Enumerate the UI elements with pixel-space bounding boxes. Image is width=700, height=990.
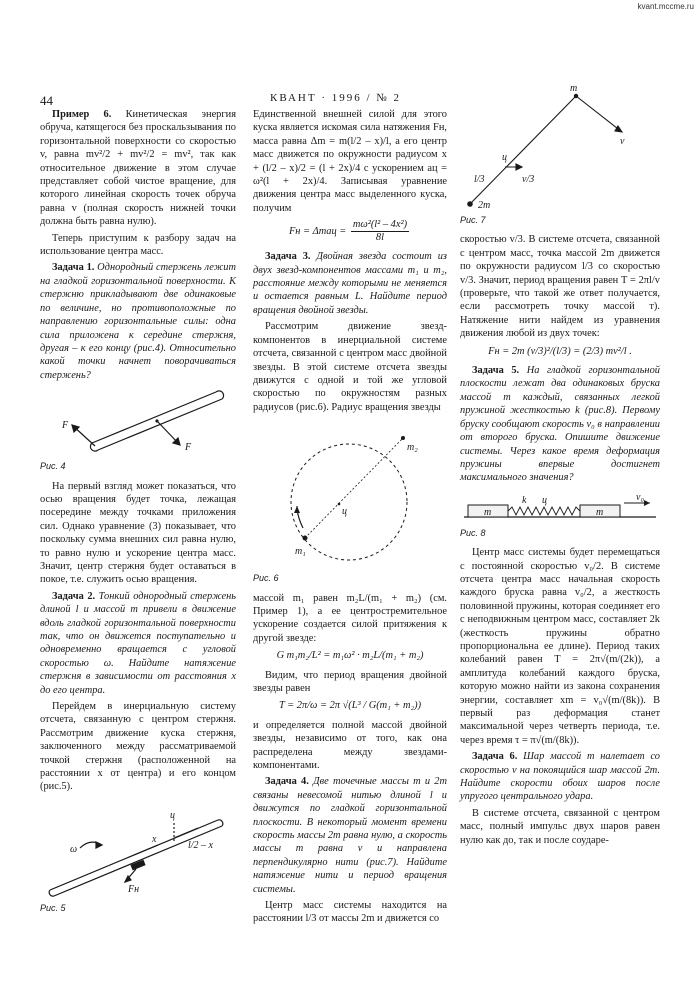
problem-1: Задача 1. Однородный стержень лежит на гладкой горизонтальной поверхности. К стержню прикладывают две одинаковые по величине, но противоположные по направлению горизонтальные силы: одна сила приложена к середине стержня, другая – к его концу (рис.4). Относительно какой точки начнет поворачиваться стержень? xyxy=(40,262,236,381)
fig4-label-f2: F xyxy=(185,442,192,454)
solution-6-start: В системе отсчета, связанной с центром масс, полный импульс двух шаров равен нулю как до, так и после соударе- xyxy=(460,807,660,846)
example-6: Пример 6. Кинетическая энергия обруча, катящегося без проскальзывания по горизонтальной поверхности со скоростью v, равна mv²/2 + mv²/2 = mv², так как относительное движение в этом случае представляет собой чистое вращение, для которого линейная скорость точек обруча равна v (полная скорость нижней точки должна быть равна нулю). xyxy=(40,109,236,228)
fig8-center: ц xyxy=(542,494,547,506)
solution-3-end: и определяется полной массой двойной звезды, независимо от того, как она распределена между звездами-компонентами. xyxy=(253,719,447,771)
fig7-m: m xyxy=(570,83,578,94)
fig7-v: v xyxy=(620,136,625,147)
figure-8 xyxy=(460,491,660,540)
column-2 xyxy=(253,108,447,929)
fig8-v0: v₀ xyxy=(636,491,644,503)
fig4-caption: Рис. 4 xyxy=(40,461,66,472)
fig8-caption: Рис. 8 xyxy=(460,527,486,538)
solution-2-start: Перейдем в инерциальную систему отсчета, связанную с центром стержня. Рассмотрим движение куска стержня, заключенного между рассматриваемой точкой стержня (расположенной на расстоянии х от центра) и его концом (рис.5). xyxy=(40,701,236,793)
problem-4: Задача 4. Две точечные массы т и 2т связаны невесомой нитью длиной l и движутся по гладкой горизонтальной плоскости. В некоторый момент времени скорость массы 2т равна нулю, а скорость массы т равна v и направлена перпендикулярно нити (рис.7). Найдите натяжение нити и период вращения системы. xyxy=(253,776,447,895)
fig4-label-f1: F xyxy=(62,420,69,432)
problem-2: Задача 2. Тонкий однородный стержень длиной l и массой т привели в движение вдоль гладкой горизонтальной поверхности так, что он движется поступательно и одновременно вращается с угловой скоростью ω. Найдите натяжение стержня в зависимости от расстояния х до его центра. xyxy=(40,590,236,696)
problem-5: Задача 5. На гладкой горизонтальной плоскости лежат два одинаковых бруска массой т каждый, связанных легкой пружиной жесткостью k (рис.8). Первому бруску сообщают скорость v₀ в направлении от второго бруска. Опишите движение системы. Через какое время деформация пружины впервые достигнет максимального значения? xyxy=(460,365,660,484)
fig5-center: ц xyxy=(170,809,175,821)
solution-1: На первый взгляд может показаться, что осью вращения будет точка, лежащая посередине между точками приложения сил. Однако уравнение (3) показывает, что поскольку сумма внешних сил равна нулю, то равно нулю и ускорение центра масс. Значит, центр стержня будет оставаться в покое, т.е. служить осью вращения. xyxy=(40,480,236,586)
fig7-caption: Рис. 7 xyxy=(460,215,486,225)
fig6-caption: Рис. 6 xyxy=(253,573,279,584)
site-url: kvant.mccme.ru xyxy=(637,2,694,11)
equation-period: T = 2π/ω = 2π √(L³ / G(m₁ + m₂)) xyxy=(278,700,422,712)
equation-tension-2: Fн = 2m (v/3)²/(l/3) = (2/3) mv²/l . xyxy=(488,345,632,357)
fig5-caption: Рис. 5 xyxy=(40,902,66,913)
solution-3-period: Видим, что период вращения двойной звезды равен xyxy=(253,669,447,694)
intro-paragraph: Теперь приступим к разбору задач на использование центра масс. xyxy=(40,232,236,258)
solution-2-cont: Единственной внешней силой для этого куска является искомая сила натяжения Fн, масса равна Δm = m(l/2 – x)/l, а его центр масс движется по окружности радиусом x + (l/2 – x)/2 = (l + 2x)/4 с ускорением aц = ω²(l + 2x)/4. Записывая уравнение движения центра масс выделенного куска, получим xyxy=(253,109,447,214)
fig7-center: ц xyxy=(502,152,507,163)
figure-6 xyxy=(253,420,447,585)
fig8-block1: m xyxy=(484,506,492,518)
page-number: 44 xyxy=(40,93,53,108)
fig7-2m: 2m xyxy=(478,200,491,211)
solution-3-start: Рассмотрим движение звезд-компонентов в инерциальной системе отсчета, связанной с центром масс двойной звезды. В этой системе отсчета звезды движутся с одной и той же угловой скоростью по окружностям разных радиусов (рис.6). Радиус вращения звезды xyxy=(253,321,447,413)
column-1 xyxy=(40,108,236,921)
fig8-block2: m xyxy=(596,506,604,518)
fig5-omega: ω xyxy=(70,843,78,855)
fig6-m1: m₁ xyxy=(295,546,306,558)
figure-5 xyxy=(40,800,236,915)
solution-3-cont: массой m₁ равен m₂L/(m₁ + m₂) (см. Пример 1), а ее центростремительное ускорение создается силой притяжения к другой звезде: xyxy=(253,592,447,644)
fig8-k: k xyxy=(522,494,527,506)
fig5-x: x xyxy=(152,833,157,845)
fig5-half-length: l/2 – x xyxy=(188,839,213,851)
fig5-tension: Fн xyxy=(128,883,140,895)
figure-4 xyxy=(40,388,236,473)
running-head: КВАНТ · 1996 / № 2 xyxy=(270,92,402,104)
figure-7 xyxy=(460,82,660,227)
column-3 xyxy=(460,76,660,850)
solution-5: Центр масс системы будет перемещаться с постоянной скоростью v₀/2. В системе отсчета центра масс начальная скорость каждого бруска равна v₀/2, а жесткость половинной пружины, которая соединяет его с неподвижным центром масс, составляет 2k (жесткость пружины обратно пропорциональна ее длине). Период таких колебаний равен T = 2π√(m/(2k)), а амплитуда колебаний каждого бруска, которую можно найти из закона сохранения энергии, составляет xm = v₀√(m/(8k)). В первый раз деформация станет максимальной через четверть периода, т.е. через время τ = π√(m/(8k)). xyxy=(460,547,660,746)
equation-tension: Fн = Δmaц = $\frac{\text{mω²(l² – 4x²)}}{8l}$ xyxy=(288,219,408,244)
fig6-center: ц xyxy=(342,506,347,518)
fig6-m2: m₂ xyxy=(407,442,418,454)
fig7-v3: v/3 xyxy=(522,174,535,185)
solution-4-cont: скоростью v/3. В системе отсчета, связанной с центром масс, точка массой 2m движется по окружности радиусом l/3 со скоростью v/3. Значит, период вращения равен T = 2πl/v (проверьте, что такой же ответ получается, если рассмотреть точку массой т). Натяжение нити найдем из уравнения движения любой из двух точек: xyxy=(460,234,660,340)
problem-6: Задача 6. Шар массой т налетает со скоростью v на покоящийся шар массой 2т. Найдите скорости обоих шаров после упругого центрального удара. xyxy=(460,751,660,803)
problem-3: Задача 3. Двойная звезда состоит из двух звезд-компонентов массами m₁ и m₂, расстояние между которыми не меняется и остается равным L. Найдите период вращения двойной звезды. xyxy=(253,251,447,316)
equation-gravity: G m₁m₂/L² = m₁ω² · m₂L/(m₁ + m₂) xyxy=(276,650,424,662)
fig7-l3: l/3 xyxy=(474,174,485,185)
solution-4-start: Центр масс системы находится на расстоянии l/3 от массы 2m и движется со xyxy=(253,900,447,925)
